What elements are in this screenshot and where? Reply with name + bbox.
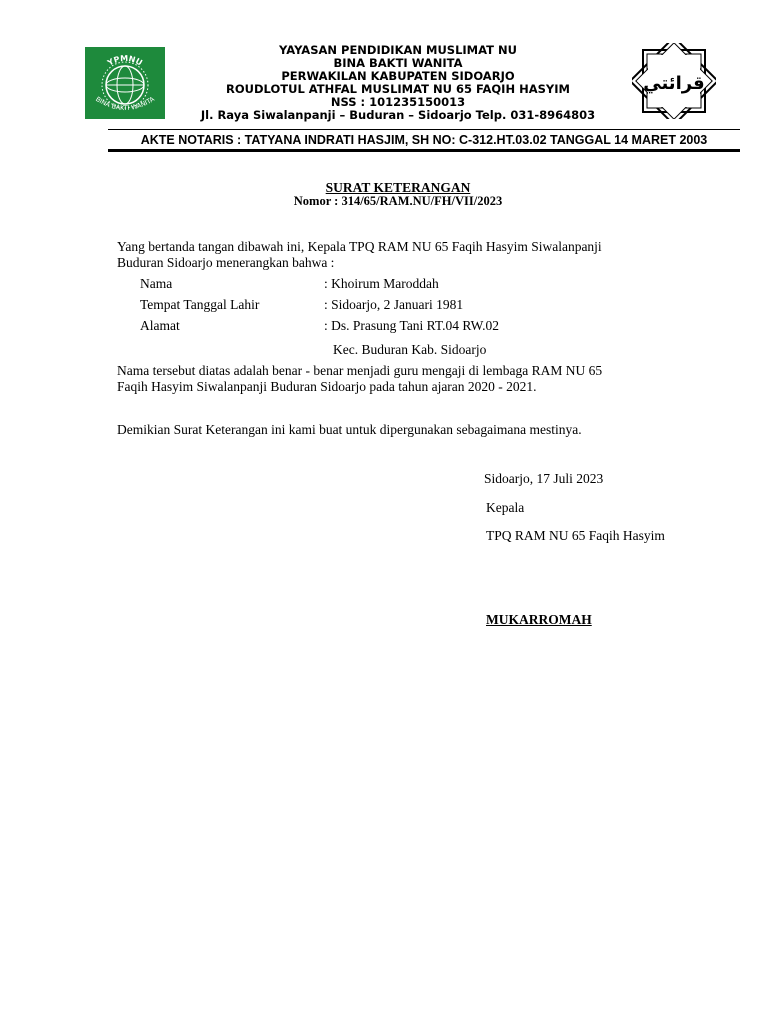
signature-place-date: Sidoarjo, 17 Juli 2023	[484, 471, 604, 486]
field-label-address: Alamat	[140, 318, 180, 333]
field-label-name: Nama	[140, 276, 173, 291]
intro-line-2: Buduran Sidoarjo menerangkan bahwa :	[117, 255, 335, 270]
akte-notaris: AKTE NOTARIS : TATYANA INDRATI HASJIM, SH NO: C-312.HT.03.02 TANGGAL 14 MARET 2003	[140, 133, 708, 147]
signature-name: MUKARROMAH	[486, 612, 592, 627]
logo-calligraphy: قرائتي	[643, 73, 705, 94]
closing-text: Demikian Surat Keterangan ini kami buat untuk dipergunakan sebagaimana mestinya.	[117, 422, 582, 437]
logo-bottom-text: BINA BAKTI WANITA	[94, 95, 156, 113]
field-value-address: : Ds. Prasung Tani RT.04 RW.02	[324, 318, 500, 333]
field-value-birth: : Sidoarjo, 2 Januari 1981	[324, 297, 464, 312]
header-subtitle: BINA BAKTI WANITA	[333, 56, 463, 70]
letter-title: SURAT KETERANGAN	[325, 180, 471, 195]
statement-line-2: Faqih Hasyim Siwalanpanji Buduran Sidoarjo pada tahun ajaran 2020 - 2021.	[117, 379, 537, 394]
letter-number: Nomor : 314/65/RAM.NU/FH/VII/2023	[293, 194, 503, 208]
header-nss: NSS : 101235150013	[330, 95, 466, 109]
header-branch: PERWAKILAN KABUPATEN SIDOARJO	[281, 69, 515, 83]
divider-top	[108, 129, 740, 130]
header-school: ROUDLOTUL ATHFAL MUSLIMAT NU 65 FAQIH HASYIM	[226, 82, 570, 96]
intro-line-1: Yang bertanda tangan dibawah ini, Kepala TPQ RAM NU 65 Faqih Hasyim Siwalanpanji	[117, 239, 602, 254]
logo-top-text: YPMNU	[106, 53, 144, 68]
qiraati-logo	[632, 43, 716, 119]
statement-line-1: Nama tersebut diatas adalah benar - benar menjadi guru mengaji di lembaga RAM NU 65	[117, 363, 603, 378]
divider-bottom	[108, 149, 740, 152]
field-value-name: : Khoirum Maroddah	[324, 276, 439, 291]
signature-institution: TPQ RAM NU 65 Faqih Hasyim	[486, 528, 665, 543]
header-foundation: YAYASAN PENDIDIKAN MUSLIMAT NU	[279, 43, 517, 57]
header-address: Jl. Raya Siwalanpanji – Buduran – Sidoarjo Telp. 031-8964803	[200, 108, 596, 122]
field-value-address-cont: Kec. Buduran Kab. Sidoarjo	[333, 342, 487, 357]
ypmnu-logo	[85, 47, 165, 119]
signature-position: Kepala	[486, 500, 525, 515]
field-label-birth: Tempat Tanggal Lahir	[140, 297, 260, 312]
